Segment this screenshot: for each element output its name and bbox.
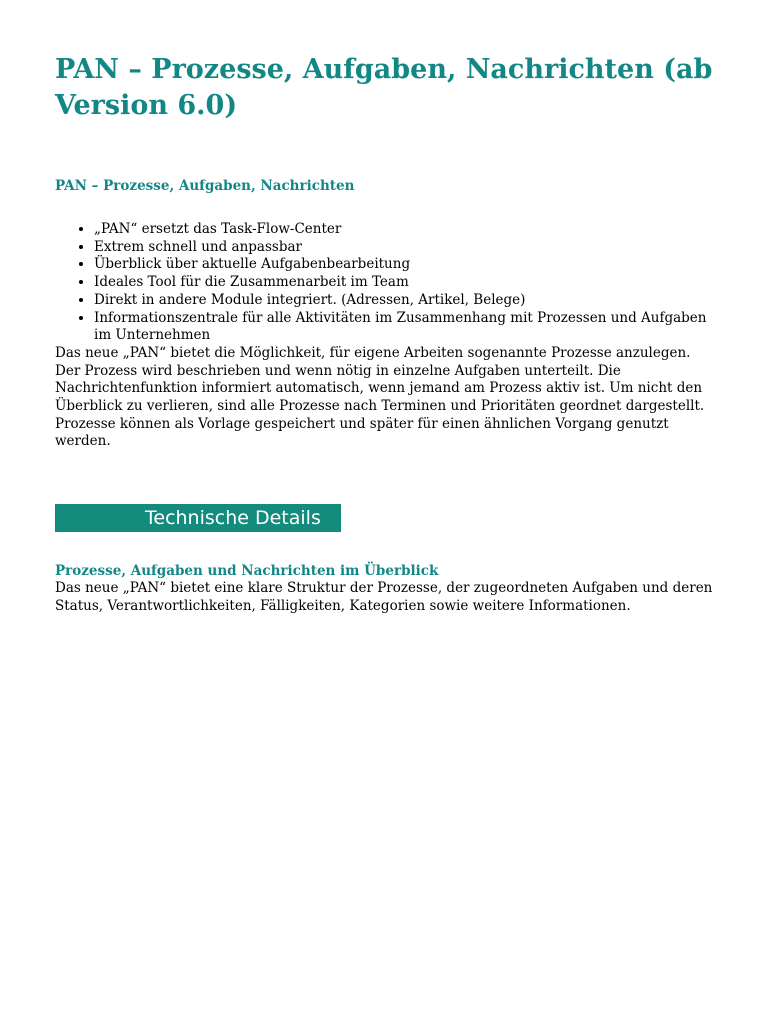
- list-item: • Ideales Tool für die Zusammenarbeit im Team: [94, 274, 715, 292]
- list-item: • Überblick über aktuelle Aufgabenbearbeitung: [94, 256, 715, 274]
- page-title: PAN – Prozesse, Aufgaben, Nachrichten (ab Version 6.0): [55, 54, 713, 121]
- intro-paragraph: Das neue „PAN“ bietet die Möglichkeit, für eigene Arbeiten sogenannte Prozesse anzulegen. Der Prozess wird beschrieben und wenn nötig in einzelne Aufgaben unterteilt. Die Nachrichtenfunktion informiert automatisch, wenn jemand am Prozess aktiv ist. Um nicht den Überblick zu verlieren, sind alle Prozesse nach Terminen und Prioritäten geordnet dargestellt.: [55, 344, 705, 415]
- overview-paragraph: Das neue „PAN“ bietet eine klare Struktur der Prozesse, der zugeordneten Aufgaben und deren Status, Verantwortlichkeiten, Fälligkeiten, Kategorien sowie weitere Informationen.: [55, 580, 713, 614]
- list-item: • „PAN“ ersetzt das Task-Flow-Center: [94, 221, 715, 239]
- list-item: • Direkt in andere Module integriert. (Adressen, Artikel, Belege): [94, 292, 715, 310]
- list-item: • Informationszentrale für alle Aktivitäten im Zusammenhang mit Prozessen und Aufgaben im Unternehmen: [94, 310, 715, 345]
- list-item: • Extrem schnell und anpassbar: [94, 239, 715, 257]
- feature-list: [55, 221, 715, 345]
- section-heading-overview: Prozesse, Aufgaben und Nachrichten im Überblick: [55, 563, 439, 580]
- template-paragraph: Prozesse können als Vorlage gespeichert und später für einen ähnlichen Vorgang genutzt werden.: [55, 415, 669, 450]
- document-page: [55, 52, 715, 616]
- banner-label: Technische Details: [145, 507, 321, 530]
- technical-details-banner: [55, 504, 341, 532]
- section-heading-pan: PAN – Prozesse, Aufgaben, Nachrichten: [55, 178, 355, 194]
